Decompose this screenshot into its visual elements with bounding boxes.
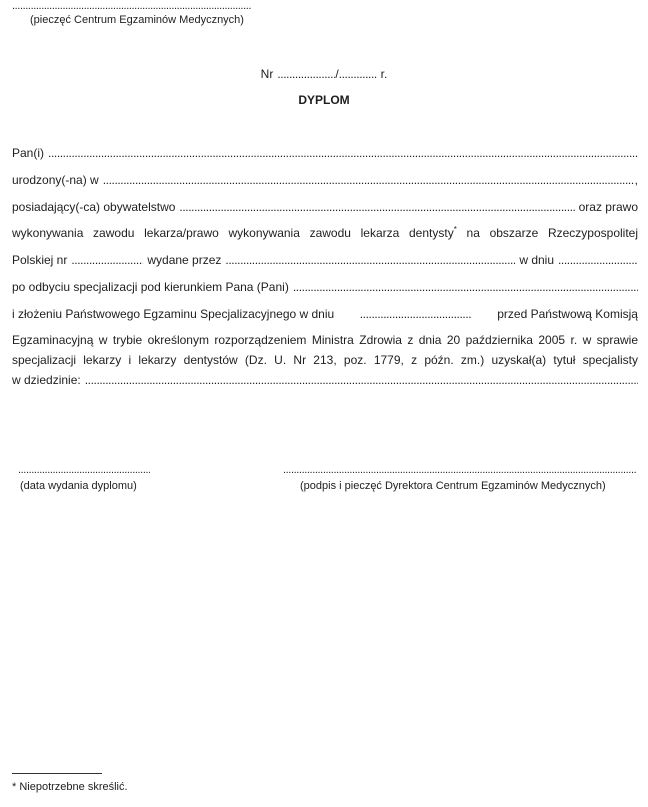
legal-basis-line: specjalizacji lekarzy i lekarzy dentystów (Dz. U. Nr 213, poz. 1779, z późn. zm.) uzyskał(a) tytuł specjalisty <box>12 353 638 367</box>
citizenship-trailing: oraz prawo <box>578 200 638 214</box>
license-number-label: Polskiej nr <box>12 253 68 267</box>
footnote-divider <box>12 773 102 774</box>
citizenship-label: posiadający(-ca) obywatelstwo <box>12 200 176 214</box>
issue-date-field <box>18 464 150 476</box>
recipient-line <box>12 145 638 161</box>
license-number-field <box>71 252 143 268</box>
page-title: DYPLOM <box>298 93 350 107</box>
recipient-name-field <box>48 145 638 161</box>
birthplace-trailing: , <box>634 173 638 187</box>
license-date-field <box>558 252 638 268</box>
stamp-field <box>12 0 252 12</box>
number-suffix: r. <box>380 67 388 81</box>
exam-date-field <box>360 306 472 322</box>
stamp-caption: (pieczęć Centrum Egzaminów Medycznych) <box>30 14 244 26</box>
license-text-line <box>12 225 638 241</box>
director-signature-caption: (podpis i pieczęć Dyrektora Centrum Egzaminów Medycznych) <box>300 480 606 492</box>
diploma-number-line <box>0 66 648 82</box>
birthplace-label: urodzony(-na) w <box>12 173 99 187</box>
issue-date-caption: (data wydania dyplomu) <box>20 480 137 492</box>
exam-line <box>12 306 638 322</box>
specialty-label: w dziedzinie: <box>12 373 81 387</box>
citizenship-line <box>12 199 638 215</box>
license-date-label: w dniu <box>519 253 554 267</box>
diploma-year-field <box>339 66 377 82</box>
supervisor-label: po odbyciu specjalizacji pod kierunkiem Pana (Pani) <box>12 280 289 294</box>
citizenship-field <box>179 199 574 215</box>
recipient-label: Pan(i) <box>12 146 45 160</box>
footnote-text: * Niepotrzebne skreślić. <box>12 781 128 793</box>
license-issuer-field <box>225 252 515 268</box>
supervisor-line <box>12 279 638 295</box>
license-issuer-label: wydane przez <box>147 253 222 267</box>
legal-basis-line: Egzaminacyjną w trybie określonym rozporządzeniem Ministra Zdrowia z dnia 20 października 2005 r. w sprawie <box>12 333 638 347</box>
footnote-marker: * <box>453 225 457 234</box>
exam-label: i złożeniu Państwowego Egzaminu Specjalizacyjnego w dniu <box>12 307 335 321</box>
birthplace-line <box>12 172 638 188</box>
license-details-line <box>12 252 638 268</box>
birthplace-field <box>103 172 634 188</box>
diploma-number-field <box>277 66 335 82</box>
license-text-after: na obszarze Rzeczypospolitej <box>466 226 638 240</box>
number-prefix: Nr <box>260 67 274 81</box>
license-text: wykonywania zawodu lekarza/prawo wykonywania zawodu lekarza dentysty <box>12 226 454 240</box>
exam-trailing: przed Państwową Komisją <box>497 307 638 321</box>
director-signature-field <box>283 464 637 476</box>
number-separator: / <box>335 67 339 81</box>
supervisor-field <box>293 279 638 295</box>
specialty-field <box>85 372 638 388</box>
specialty-line <box>12 372 638 388</box>
